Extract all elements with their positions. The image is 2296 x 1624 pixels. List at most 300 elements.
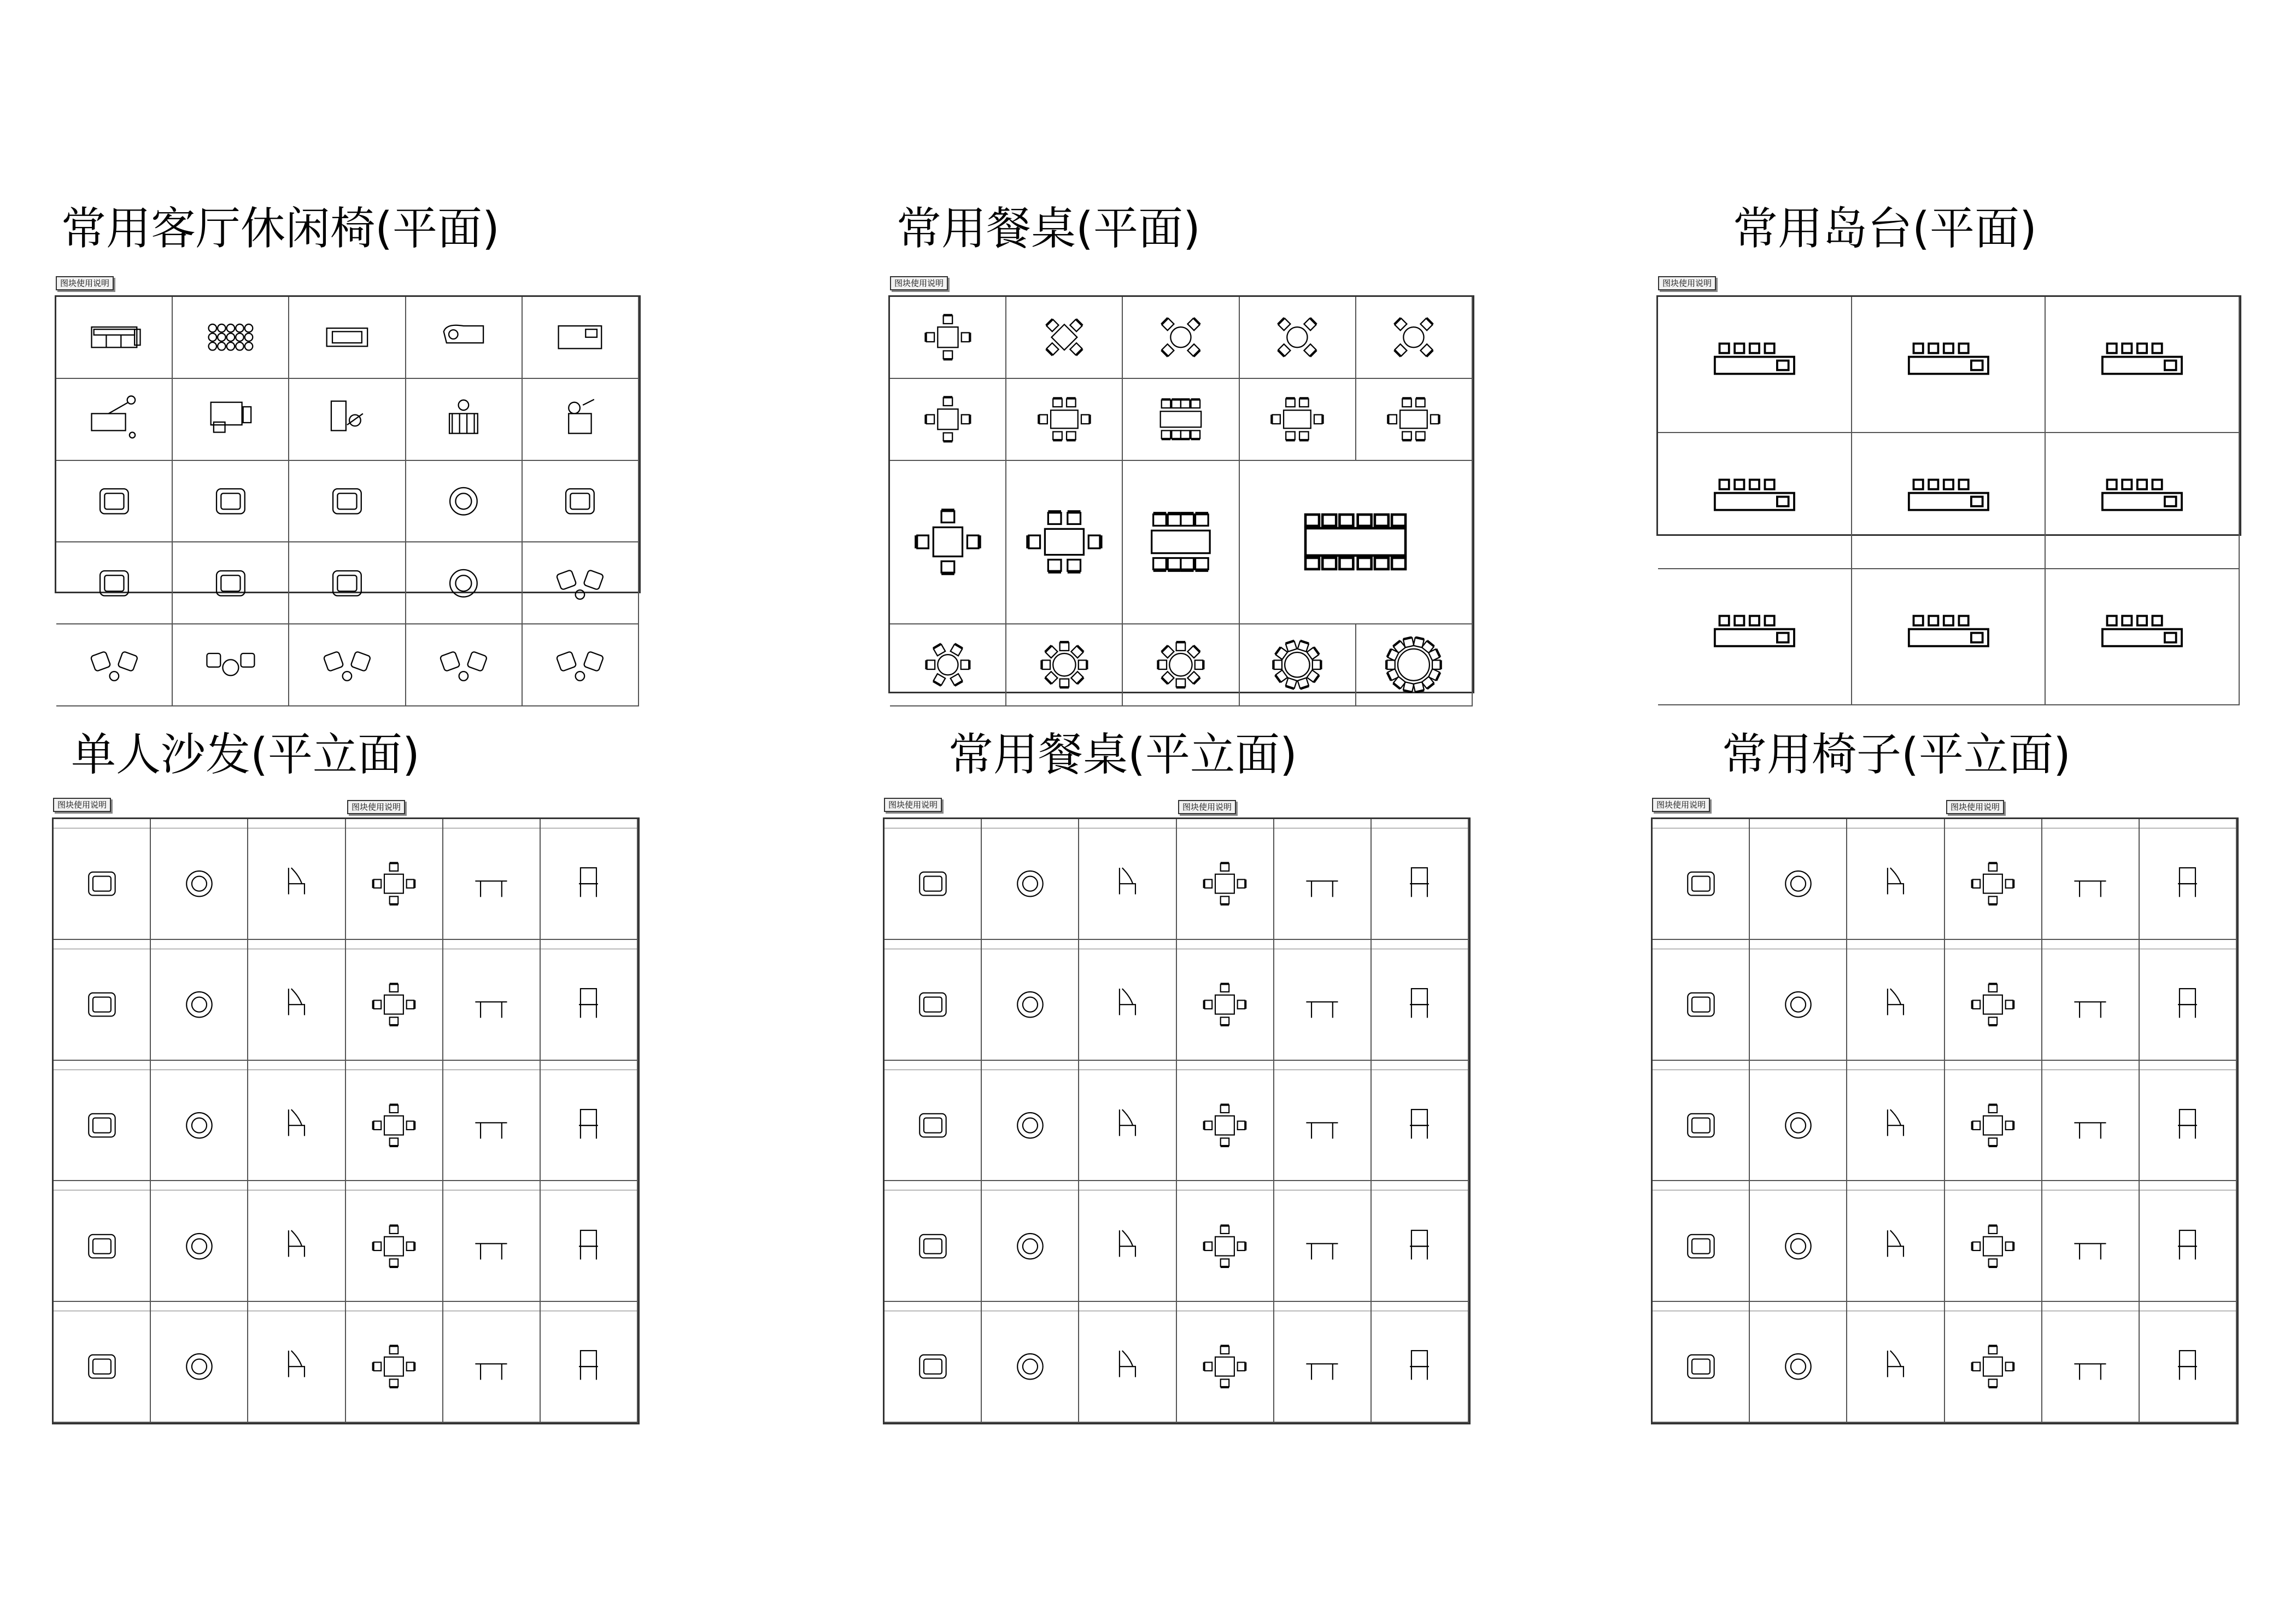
round-chair-icon	[1004, 972, 1057, 1037]
block-cell[interactable]	[54, 1302, 151, 1423]
table-4-icon	[367, 1093, 420, 1158]
block-cell[interactable]	[1006, 624, 1123, 706]
block-cell[interactable]	[1653, 1302, 1750, 1423]
block-cell[interactable]	[1653, 940, 1750, 1061]
chair-side-icon	[270, 1093, 323, 1158]
usage-tag-dining-elev[interactable]: 图块使用说明	[1178, 800, 1236, 814]
block-cell[interactable]	[1852, 569, 2046, 705]
round-chair-icon	[1772, 972, 1825, 1037]
block-cell[interactable]	[1240, 379, 1356, 461]
chair-front-icon	[1393, 1334, 1446, 1399]
table-4-icon	[1966, 1093, 2019, 1158]
block-cell[interactable]	[1123, 461, 1239, 624]
block-cell[interactable]	[2140, 940, 2237, 1061]
armchair-icon	[190, 473, 271, 529]
sofa-set-icon	[190, 391, 271, 447]
block-cell[interactable]	[2042, 940, 2140, 1061]
block-cell[interactable]	[1006, 297, 1123, 379]
block-cell[interactable]	[1372, 819, 1469, 940]
block-cell[interactable]	[289, 542, 406, 624]
round-chair-icon	[173, 851, 226, 916]
rect-table-icon	[307, 309, 388, 365]
armchair-icon	[75, 1334, 128, 1399]
block-cell[interactable]	[1079, 940, 1176, 1061]
chair-front-icon	[1393, 851, 1446, 916]
table-front-icon	[1296, 1213, 1349, 1279]
block-cell[interactable]	[1177, 819, 1274, 940]
block-cell[interactable]	[1847, 940, 1944, 1061]
block-cell[interactable]	[443, 819, 541, 940]
block-cell[interactable]	[1356, 624, 1473, 706]
block-cell[interactable]	[1852, 433, 2046, 569]
block-cell[interactable]	[1847, 819, 1944, 940]
usage-tag-dining-plan[interactable]: 图块使用说明	[890, 276, 948, 290]
block-cell[interactable]	[1240, 624, 1356, 706]
block-cell[interactable]	[1356, 297, 1473, 379]
block-cell[interactable]	[173, 461, 289, 543]
panel-dining-plan	[888, 295, 1474, 693]
block-cell[interactable]	[1847, 1302, 1944, 1423]
block-cell[interactable]	[1658, 433, 1852, 569]
block-cell[interactable]	[1123, 379, 1239, 461]
armchair-icon	[74, 555, 155, 611]
usage-tag-chairs[interactable]: 图块使用说明	[1946, 800, 2004, 814]
block-cell[interactable]	[1653, 1181, 1750, 1302]
block-cell[interactable]	[523, 461, 639, 543]
armchair-icon	[307, 555, 388, 611]
block-cell[interactable]	[2140, 1061, 2237, 1182]
block-cell[interactable]	[1945, 1181, 2042, 1302]
usage-tag-chairs[interactable]: 图块使用说明	[1652, 798, 1710, 812]
block-cell[interactable]	[1079, 1061, 1176, 1182]
table-4-icon	[907, 391, 988, 447]
chair-front-icon	[562, 1334, 615, 1399]
table-4-icon	[1198, 1334, 1251, 1399]
block-cell[interactable]	[885, 1302, 982, 1423]
armchair-icon	[540, 473, 620, 529]
block-cell[interactable]	[173, 624, 289, 706]
chair-front-icon	[562, 972, 615, 1037]
block-cell[interactable]	[2046, 569, 2240, 705]
block-cell[interactable]	[2046, 433, 2240, 569]
table-front-icon	[465, 972, 518, 1037]
table-diamond-icon	[1024, 309, 1105, 365]
round-16-icon	[1373, 636, 1454, 693]
block-cell[interactable]	[1852, 297, 2046, 433]
table-front-icon	[1296, 972, 1349, 1037]
block-cell[interactable]	[2140, 1302, 2237, 1423]
chair-front-icon	[2161, 972, 2214, 1037]
block-cell[interactable]	[982, 1302, 1079, 1423]
table-8-icon	[1140, 391, 1221, 447]
round-chair-icon	[1772, 851, 1825, 916]
round-chair-icon	[1772, 1334, 1825, 1399]
block-cell[interactable]	[346, 940, 443, 1061]
block-cell[interactable]	[1079, 819, 1176, 940]
block-cell[interactable]	[54, 940, 151, 1061]
block-cell[interactable]	[890, 379, 1006, 461]
block-cell[interactable]	[2042, 1181, 2140, 1302]
table-4-icon	[907, 309, 988, 365]
table-round-4-icon	[1373, 309, 1454, 365]
block-cell[interactable]	[1847, 1061, 1944, 1182]
table-4-icon	[907, 485, 988, 599]
island-a-icon	[1687, 317, 1822, 412]
block-cell[interactable]	[1945, 940, 2042, 1061]
block-cell[interactable]	[982, 940, 1079, 1061]
usage-tag-dining-elev[interactable]: 图块使用说明	[884, 798, 942, 812]
table-4-icon	[1966, 1334, 2019, 1399]
armchair-icon	[906, 1334, 959, 1399]
table-front-icon	[2064, 851, 2117, 916]
block-cell[interactable]	[1079, 1302, 1176, 1423]
chair-pair-icon	[540, 555, 620, 611]
block-cell[interactable]	[54, 1061, 151, 1182]
block-cell[interactable]	[406, 624, 523, 706]
block-cell[interactable]	[248, 819, 345, 940]
armchair-icon	[75, 851, 128, 916]
block-cell[interactable]	[248, 1061, 345, 1182]
block-cell[interactable]	[151, 819, 248, 940]
chair-side-icon	[270, 972, 323, 1037]
armchair-icon	[75, 1093, 128, 1158]
panel-chairs	[1651, 817, 2239, 1424]
armchair-icon	[1674, 851, 1727, 916]
block-cell[interactable]	[523, 297, 639, 379]
block-cell[interactable]	[1177, 940, 1274, 1061]
chair-side-icon	[1869, 1334, 1922, 1399]
block-cell[interactable]	[1274, 1061, 1372, 1182]
chair-side-icon	[1101, 972, 1154, 1037]
block-cell[interactable]	[289, 297, 406, 379]
round-chair-icon	[1772, 1093, 1825, 1158]
block-cell[interactable]	[1177, 1061, 1274, 1182]
round-chair-icon	[423, 473, 504, 529]
block-cell[interactable]	[443, 940, 541, 1061]
block-cell[interactable]	[56, 379, 173, 461]
block-cell[interactable]	[890, 624, 1006, 706]
block-cell[interactable]	[1372, 1061, 1469, 1182]
chair-pair-icon	[540, 636, 620, 693]
block-cell[interactable]	[1177, 1181, 1274, 1302]
block-cell[interactable]	[151, 940, 248, 1061]
island-g-icon	[1687, 589, 1822, 684]
block-cell[interactable]	[173, 542, 289, 624]
table-round-4-icon	[1140, 309, 1221, 365]
block-cell[interactable]	[1750, 1302, 1847, 1423]
block-cell[interactable]	[1240, 297, 1356, 379]
table-4-icon	[1198, 851, 1251, 916]
block-cell[interactable]	[1123, 624, 1239, 706]
chair-front-icon	[2161, 1213, 2214, 1279]
section-title-dining-plan: 常用餐桌(平面)	[897, 203, 1200, 255]
block-cell[interactable]	[982, 1181, 1079, 1302]
block-cell[interactable]	[1274, 819, 1372, 940]
table-front-icon	[465, 1213, 518, 1279]
round-10-icon	[1140, 636, 1221, 693]
section-title-lounge: 常用客厅休闲椅(平面)	[61, 203, 500, 255]
block-cell[interactable]	[885, 940, 982, 1061]
block-cell[interactable]	[56, 461, 173, 543]
block-cell[interactable]	[173, 379, 289, 461]
armchair-icon	[1674, 1334, 1727, 1399]
block-cell[interactable]	[54, 1181, 151, 1302]
island-c-icon	[2075, 317, 2210, 412]
table-4-icon	[367, 1213, 420, 1279]
armchair-icon	[307, 473, 388, 529]
block-cell[interactable]	[1123, 297, 1239, 379]
block-cell[interactable]	[1177, 1302, 1274, 1423]
round-chair-icon	[173, 972, 226, 1037]
chair-front-icon	[562, 851, 615, 916]
table-4-icon	[1198, 1093, 1251, 1158]
block-cell[interactable]	[1945, 819, 2042, 940]
block-cell[interactable]	[890, 461, 1006, 624]
block-cell[interactable]	[1372, 1302, 1469, 1423]
block-cell[interactable]	[890, 297, 1006, 379]
chair-side-icon	[1869, 972, 1922, 1037]
block-cell[interactable]	[1750, 940, 1847, 1061]
block-cell[interactable]	[1653, 819, 1750, 940]
block-cell[interactable]	[443, 1181, 541, 1302]
island-e-icon	[1881, 453, 2016, 548]
block-cell[interactable]	[2046, 297, 2240, 433]
armchair-icon	[1674, 1093, 1727, 1158]
table-6-icon	[1024, 485, 1105, 599]
armchair-icon	[1674, 972, 1727, 1037]
chair-front-icon	[2161, 851, 2214, 916]
usage-tag-lounge[interactable]: 图块使用说明	[56, 276, 114, 290]
chair-front-icon	[1393, 1093, 1446, 1158]
chair-pair-icon	[423, 636, 504, 693]
block-cell[interactable]	[982, 819, 1079, 940]
chair-side-icon	[1101, 1213, 1154, 1279]
long-table-12-icon	[1274, 485, 1437, 599]
block-cell[interactable]	[346, 1302, 443, 1423]
table-round-4-icon	[1257, 309, 1338, 365]
block-cell[interactable]	[56, 542, 173, 624]
round-chair-icon	[1004, 851, 1057, 916]
desk-icon	[540, 309, 620, 365]
chair-front-icon	[2161, 1334, 2214, 1399]
table-6-icon	[1373, 391, 1454, 447]
block-cell[interactable]	[2042, 1302, 2140, 1423]
block-cell[interactable]	[346, 1061, 443, 1182]
armchair-icon	[190, 555, 271, 611]
block-cell[interactable]	[346, 819, 443, 940]
block-cell[interactable]	[1274, 940, 1372, 1061]
usage-tag-island[interactable]: 图块使用说明	[1658, 276, 1716, 290]
chair-front-icon	[2161, 1093, 2214, 1158]
island-d-icon	[1687, 453, 1822, 548]
chair-front-icon	[562, 1093, 615, 1158]
island-f-icon	[2075, 453, 2210, 548]
table-front-icon	[2064, 972, 2117, 1037]
block-cell[interactable]	[248, 1302, 345, 1423]
block-cell[interactable]	[541, 940, 638, 1061]
table-front-icon	[1296, 1093, 1349, 1158]
block-cell[interactable]	[289, 379, 406, 461]
block-cell[interactable]	[885, 1181, 982, 1302]
block-cell[interactable]	[1274, 1181, 1372, 1302]
chair-side-icon	[1869, 1093, 1922, 1158]
block-cell[interactable]	[2042, 819, 2140, 940]
table-4-icon	[367, 851, 420, 916]
desk-lamp-icon	[74, 391, 155, 447]
chair-pair-icon	[74, 636, 155, 693]
round-chair-icon	[173, 1334, 226, 1399]
table-front-icon	[465, 851, 518, 916]
block-cell[interactable]	[1750, 1181, 1847, 1302]
chair-front-icon	[1393, 972, 1446, 1037]
block-cell[interactable]	[1945, 1061, 2042, 1182]
block-cell[interactable]	[1750, 819, 1847, 940]
block-cell[interactable]	[289, 461, 406, 543]
block-cell[interactable]	[406, 297, 523, 379]
table-4-icon	[367, 972, 420, 1037]
table-front-icon	[2064, 1334, 2117, 1399]
table-4-icon	[1966, 851, 2019, 916]
block-cell[interactable]	[1658, 569, 1852, 705]
chair-table-icon	[423, 391, 504, 447]
block-cell[interactable]	[523, 624, 639, 706]
chair-front-icon	[562, 1213, 615, 1279]
panel-island	[1656, 295, 2241, 536]
block-cell[interactable]	[443, 1302, 541, 1423]
round-table-set-icon	[190, 636, 271, 693]
chair-side-icon	[270, 1334, 323, 1399]
ottoman-grid-icon	[190, 309, 271, 365]
block-cell[interactable]	[1847, 1181, 1944, 1302]
armchair-icon	[75, 1213, 128, 1279]
round-chair-icon	[1004, 1334, 1057, 1399]
table-front-icon	[465, 1334, 518, 1399]
usage-tag-sofa[interactable]: 图块使用说明	[347, 800, 405, 814]
block-cell[interactable]	[1356, 379, 1473, 461]
block-cell[interactable]	[1079, 1181, 1176, 1302]
block-cell[interactable]	[2140, 819, 2237, 940]
block-cell[interactable]	[1372, 940, 1469, 1061]
table-8-icon	[1140, 485, 1221, 599]
round-8-icon	[907, 636, 988, 693]
round-10-icon	[1024, 636, 1105, 693]
section-title-chairs: 常用椅子(平立面)	[1722, 729, 2071, 781]
armchair-icon	[74, 473, 155, 529]
chair-side-icon	[1101, 1093, 1154, 1158]
table-6-icon	[1024, 391, 1105, 447]
block-cell[interactable]	[151, 1181, 248, 1302]
chair-side-icon	[270, 1213, 323, 1279]
block-cell[interactable]	[541, 1302, 638, 1423]
block-cell[interactable]	[885, 819, 982, 940]
armchair-icon	[906, 851, 959, 916]
block-cell[interactable]	[1240, 461, 1473, 624]
block-cell[interactable]	[346, 1181, 443, 1302]
table-front-icon	[465, 1093, 518, 1158]
block-cell[interactable]	[2042, 1061, 2140, 1182]
round-chair-icon	[173, 1213, 226, 1279]
block-cell[interactable]	[406, 542, 523, 624]
block-cell[interactable]	[523, 542, 639, 624]
round-chair-icon	[1004, 1093, 1057, 1158]
table-6-icon	[1257, 391, 1338, 447]
round-chair-icon	[423, 555, 504, 611]
block-cell[interactable]	[151, 1061, 248, 1182]
armchair-icon	[906, 1093, 959, 1158]
chair-side-icon	[270, 851, 323, 916]
chair-side-icon	[1869, 1213, 1922, 1279]
chair-pair-icon	[307, 636, 388, 693]
block-cell[interactable]	[54, 819, 151, 940]
block-cell[interactable]	[406, 461, 523, 543]
block-cell[interactable]	[982, 1061, 1079, 1182]
panel-sofa	[52, 817, 640, 1424]
section-title-dining-elev: 常用餐桌(平立面)	[948, 729, 1297, 781]
island-h-icon	[1881, 589, 2016, 684]
chair-side-icon	[1869, 851, 1922, 916]
block-cell[interactable]	[1653, 1061, 1750, 1182]
island-i-icon	[2075, 589, 2210, 684]
chair-front-icon	[1393, 1213, 1446, 1279]
panel-dining-elev	[883, 817, 1471, 1424]
block-cell[interactable]	[56, 624, 173, 706]
block-cell[interactable]	[885, 1061, 982, 1182]
armchair-icon	[906, 1213, 959, 1279]
plant-chair-icon	[540, 391, 620, 447]
block-cell[interactable]	[1945, 1302, 2042, 1423]
block-cell[interactable]	[2140, 1181, 2237, 1302]
table-front-icon	[2064, 1213, 2117, 1279]
block-cell[interactable]	[541, 1181, 638, 1302]
table-4-icon	[367, 1334, 420, 1399]
armchair-icon	[1674, 1213, 1727, 1279]
round-chair-icon	[173, 1093, 226, 1158]
block-cell[interactable]	[523, 379, 639, 461]
block-cell[interactable]	[248, 940, 345, 1061]
round-chair-icon	[1772, 1213, 1825, 1279]
section-title-sofa: 单人沙发(平立面)	[71, 729, 420, 781]
panel-lounge	[55, 295, 641, 593]
usage-tag-sofa[interactable]: 图块使用说明	[53, 798, 111, 812]
block-cell[interactable]	[443, 1061, 541, 1182]
block-cell[interactable]	[1372, 1181, 1469, 1302]
block-cell[interactable]	[151, 1302, 248, 1423]
round-12-icon	[1257, 636, 1338, 693]
chair-side-icon	[1101, 1334, 1154, 1399]
block-cell[interactable]	[1274, 1302, 1372, 1423]
block-cell[interactable]	[248, 1181, 345, 1302]
section-title-island: 常用岛台(平面)	[1733, 203, 2037, 255]
table-chair-icon	[307, 391, 388, 447]
block-cell[interactable]	[1750, 1061, 1847, 1182]
chair-side-icon	[1101, 851, 1154, 916]
block-cell[interactable]	[173, 297, 289, 379]
table-4-icon	[1966, 1213, 2019, 1279]
tub-chair-icon	[423, 309, 504, 365]
table-4-icon	[1198, 972, 1251, 1037]
block-cell[interactable]	[541, 819, 638, 940]
block-cell[interactable]	[56, 297, 173, 379]
block-cell[interactable]	[406, 379, 523, 461]
block-cell[interactable]	[1006, 461, 1123, 624]
block-cell[interactable]	[541, 1061, 638, 1182]
table-4-icon	[1966, 972, 2019, 1037]
block-cell[interactable]	[1006, 379, 1123, 461]
table-4-icon	[1198, 1213, 1251, 1279]
block-cell[interactable]	[289, 624, 406, 706]
block-cell[interactable]	[1658, 297, 1852, 433]
round-chair-icon	[1004, 1213, 1057, 1279]
